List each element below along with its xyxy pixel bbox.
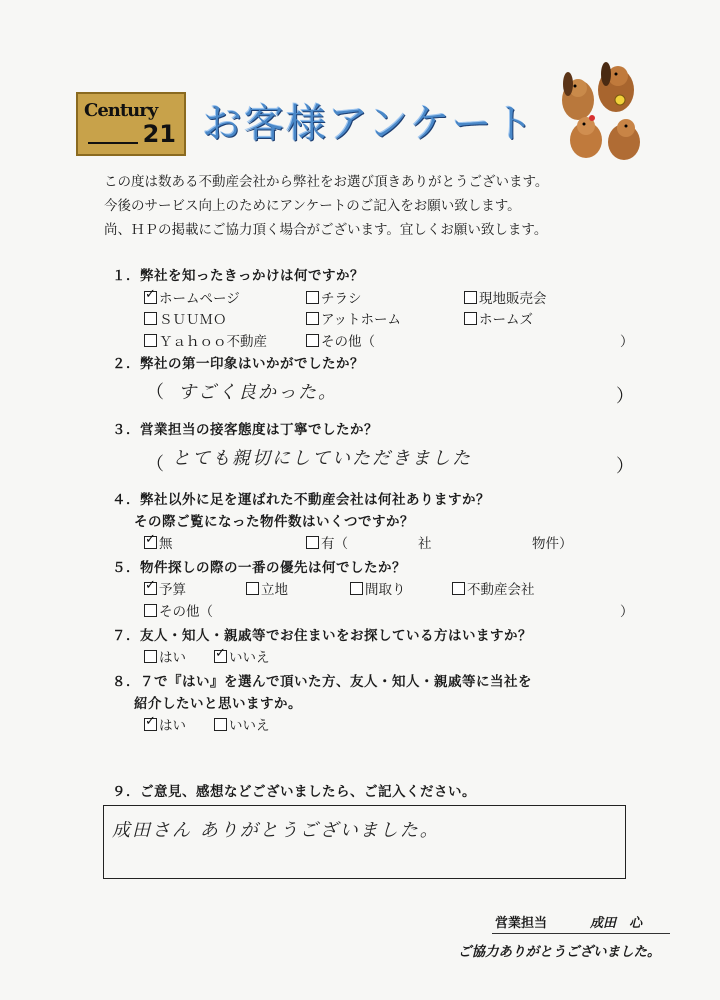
q3-close-paren: ） <box>616 456 634 477</box>
question-3: ３．営業担当の接客態度は丁寧でしたか？ <box>112 422 378 438</box>
option-label: いいえ <box>229 718 270 734</box>
q1-other-close-paren: ） <box>620 334 634 350</box>
option-label: ホームページ <box>159 291 240 307</box>
question-8: ８．７で『はい』を選んで頂いた方、友人・知人・親戚等に当社を <box>112 674 532 690</box>
comment-box[interactable] <box>103 805 626 879</box>
question-4-sub: その際ご覧になった物件数はいくつですか？ <box>134 514 414 530</box>
option-label: アットホーム <box>321 312 402 328</box>
option-label: ホームズ <box>479 312 533 328</box>
logo-brand: Century <box>84 100 158 121</box>
century21-logo <box>76 92 186 156</box>
option-label: ＳＵＵＭＯ <box>159 312 227 328</box>
checkbox[interactable] <box>350 582 363 595</box>
checkbox[interactable] <box>144 604 157 617</box>
question-9: ９．ご意見、感想などございましたら、ご記入ください。 <box>112 784 476 800</box>
q7-option-yes[interactable] <box>144 646 186 666</box>
q1-option-homepage[interactable] <box>144 287 240 307</box>
q2-handwritten-answer[interactable]: すごく良かった。 <box>178 382 338 403</box>
checkbox[interactable] <box>306 312 319 325</box>
q5-other-close-paren: ） <box>620 604 634 620</box>
intro-line-1: この度は数ある不動産会社から弊社をお選び頂きありがとうございます。 <box>104 174 549 190</box>
q1-option-suumo[interactable] <box>144 308 227 328</box>
thank-you-message: ご協力ありがとうございました。 <box>458 944 661 960</box>
q1-option-yahoo[interactable] <box>144 330 267 350</box>
checkbox-checked[interactable] <box>144 536 157 549</box>
sales-rep-label: 営業担当 <box>495 916 548 931</box>
q4-option-have[interactable] <box>306 532 348 552</box>
checkbox[interactable] <box>246 582 259 595</box>
checkbox-checked[interactable] <box>144 718 157 731</box>
option-label: 予算 <box>159 582 186 598</box>
q2-open-paren: （ <box>146 382 164 403</box>
q4-property-unit: 物件） <box>532 536 573 552</box>
question-8-sub: 紹介したいと思いますか。 <box>134 696 302 712</box>
checkbox[interactable] <box>214 718 227 731</box>
q3-handwritten-answer[interactable]: とても親切にしていただきました <box>172 448 472 469</box>
logo-number: 21 <box>142 120 176 148</box>
q7-option-no[interactable] <box>214 646 270 666</box>
checkbox[interactable] <box>144 334 157 347</box>
option-label: 有（ <box>321 536 348 552</box>
question-4: ４．弊社以外に足を運ばれた不動産会社は何社ありますか？ <box>112 492 490 508</box>
question-1: １．弊社を知ったきっかけは何ですか？ <box>112 268 364 284</box>
option-label: 現地販売会 <box>479 291 547 307</box>
q9-handwritten-answer[interactable]: 成田さん ありがとうございました。 <box>112 820 440 841</box>
dog-mascot-illustration <box>556 60 648 166</box>
signature-line <box>492 933 670 934</box>
q1-option-homes[interactable] <box>464 308 533 328</box>
option-label: はい <box>159 718 186 734</box>
option-label: はい <box>159 650 186 666</box>
q5-option-layout[interactable] <box>350 578 406 598</box>
checkbox[interactable] <box>144 312 157 325</box>
q4-company-unit: 社 <box>418 536 432 552</box>
option-label: 間取り <box>365 582 406 598</box>
q5-option-location[interactable] <box>246 578 288 598</box>
checkbox[interactable] <box>464 291 477 304</box>
q3-open-paren: （ <box>146 454 164 475</box>
question-2: ２．弊社の第一印象はいかがでしたか？ <box>112 356 364 372</box>
checkbox[interactable] <box>144 650 157 663</box>
checkbox[interactable] <box>464 312 477 325</box>
q5-option-agency[interactable] <box>452 578 535 598</box>
option-label: Ｙａｈｏｏ不動産 <box>159 334 267 350</box>
option-label: 不動産会社 <box>467 582 535 598</box>
checkbox[interactable] <box>306 334 319 347</box>
option-label: その他（ <box>159 604 213 620</box>
question-5: ５．物件探しの際の一番の優先は何でしたか？ <box>112 560 406 576</box>
checkbox-checked[interactable] <box>214 650 227 663</box>
q1-option-flyer[interactable] <box>306 287 362 307</box>
q1-option-onsite-sale[interactable] <box>464 287 547 307</box>
q1-option-athome[interactable] <box>306 308 401 328</box>
q4-option-none[interactable] <box>144 532 173 552</box>
q5-option-budget[interactable] <box>144 578 186 598</box>
checkbox-checked[interactable] <box>144 582 157 595</box>
intro-line-3: 尚、ＨＰの掲載にご協力頂く場合がございます。宜しくお願い致します。 <box>104 222 548 238</box>
checkbox-checked[interactable] <box>144 291 157 304</box>
q8-option-yes[interactable] <box>144 714 186 734</box>
logo-house-mark <box>88 132 138 144</box>
option-label: 立地 <box>261 582 288 598</box>
q5-option-other[interactable] <box>144 600 213 620</box>
option-label: 無 <box>159 536 173 552</box>
q1-option-other[interactable] <box>306 330 375 350</box>
intro-line-2: 今後のサービス向上のためにアンケートのご記入をお願い致します。 <box>104 198 521 214</box>
sales-rep-name: 成田 心 <box>590 916 643 931</box>
q2-close-paren: ） <box>616 386 634 407</box>
option-label: チラシ <box>321 291 362 307</box>
question-7: ７．友人・知人・親戚等でお住まいをお探している方はいますか？ <box>112 628 532 644</box>
option-label: その他（ <box>321 334 375 350</box>
checkbox[interactable] <box>452 582 465 595</box>
option-label: いいえ <box>229 650 270 666</box>
q8-option-no[interactable] <box>214 714 270 734</box>
checkbox[interactable] <box>306 536 319 549</box>
checkbox[interactable] <box>306 291 319 304</box>
survey-title: お客様アンケート <box>202 101 536 147</box>
